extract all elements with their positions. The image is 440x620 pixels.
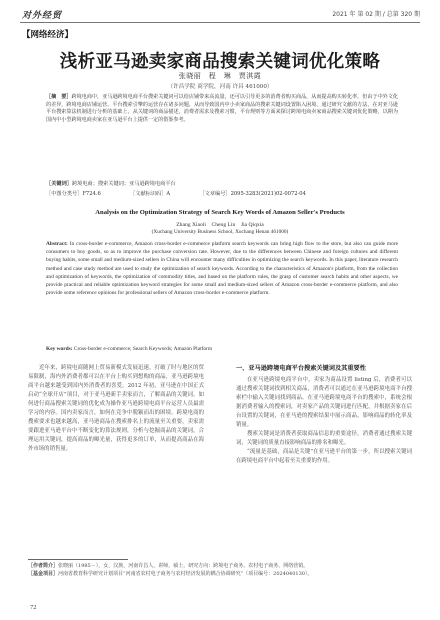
footnote-rule — [28, 559, 128, 560]
english-abstract — [46, 240, 398, 297]
chinese-keywords — [46, 180, 398, 187]
keywords-text: 跨境电商；搜索关键词；亚马逊跨境电商平台 — [71, 181, 176, 187]
article-number: ［文章编号］2095-3283(2021)02-0072-04 — [199, 191, 306, 197]
header-rule — [20, 22, 420, 23]
english-title: Analysis on the Optimization Strategy of Search Key Words of Amazon Seller's Products — [95, 209, 345, 216]
journal-logo: 对外经贸 — [22, 11, 63, 21]
fund-text: 河南省教育科学研究计划项目“河南省农村电子商务与农村经济发展的耦合协调研究”（项目编号：2024040130）。 — [58, 571, 313, 577]
author-bio-label: ［作者简介］ — [28, 563, 59, 569]
body-paragraph: “流量是基础，商品是关键”在亚马逊平台的第一步，所以搜索关键词在跨境电商平台中起着至关重要的作用。 — [236, 449, 412, 464]
footnotes — [28, 562, 412, 578]
keywords-label: ［关键词］ — [46, 181, 72, 187]
abstract-text: 跨境电商中，亚马逊跨境电商平台搜索关键词可以给店铺带来高流量，还可以引导更多的消费者购买商品，从而提高购买转化率，但由于中外文化的差异，跨境电商店铺运营、平台搜索引擎的运营存在诸多问题，从而导致国内中小卖家商品的搜索关键词设置陷入困境。通过研究文献的方法，在对亚马逊平台搜索算法机制进行分析的基础上，从关键词的商品描述，消费者需求及搜索习惯，平台规则等方面来探讨跨境电商卖家商品搜索关键词优化策略，以期为国内中小型跨境电商卖家在亚马逊平台上提供一定的借鉴参考。 — [46, 94, 398, 123]
clc-number: ［中图分类号］F724.6 — [46, 191, 101, 197]
english-keywords — [46, 346, 398, 352]
body-paragraph: 在亚马逊跨境电商平台中，卖家为商品设置 listing 后，消费者可以通过搜索关键词找到相关商品，消费者可以通过在亚马逊跨境电商平台搜索栏中输入关键词找到商品。在亚马逊跨境电商平台的搜索中，系统会根据消费者输入的搜索词，对卖家产品的关键词进行匹配，并根据卖家在后台设置的关键词，在亚马逊的搜索结果中展示商品，影响商品的转化率及销量。 — [236, 377, 412, 428]
chinese-abstract — [46, 94, 398, 124]
body-paragraph: 近年来，跨境电商随网上贸易新模式发展迅速，打破了时与地区的贸易限制，海内外消费者都可以在平台上购买到想购的商品，亚马逊跨境电商平台越来越受到国内外消费者的喜爱。2012 年初，亚马逊在中国正式启动“全球开店”项目，对于亚马逊新手卖家而言，了解商品的关键词，如何进行商品搜索关键词的优化成为操作亚马逊跨境电商平台运营人员最需学习的内容。国内卖家而言，如何在竞争中脱颖而出的困境，跨境电商的搜索要求也越来越高，亚马逊商品在搜索排名上的流量至关重要，卖家需要跟进亚马逊平台中不断变化的算法规则，分析与挖掘商品的关键词，合理运用关键词，提高商品的曝光量，获得更多的订单，从而提高商品在海外市场的销售量。 — [28, 365, 204, 452]
column-tag: 【网络经济】 — [22, 30, 74, 40]
body-left-column — [28, 364, 204, 454]
document-code: ［文献标识码］A — [130, 191, 171, 197]
english-keywords-label: Key words: — [46, 346, 73, 352]
section-heading: 一、亚马逊跨境电商平台搜索关键词及其重要性 — [236, 365, 366, 372]
english-authors: Zhang Xiaoli Cheng Lin Jia Qiqxia — [176, 222, 264, 228]
body-right-column — [236, 364, 412, 466]
fund-label: ［基金项目］ — [28, 571, 59, 577]
body-paragraph: 搜索关键词是消费者获取商品信息的重要途径，消费者通过搜索关键词，关键词的质量直接影响商品的排名和曝光。 — [236, 431, 412, 446]
author-list: 张晓丽 程 琳 贾淇霞 — [178, 72, 262, 80]
paper-title: 浅析亚马逊卖家商品搜索关键词优化策略 — [59, 52, 381, 72]
classification-line — [46, 190, 398, 197]
page-number: 72 — [30, 604, 37, 611]
issue-line: 2021 年 第 02 期 / 总第 320 期 — [332, 11, 420, 18]
fund-note — [28, 570, 412, 578]
english-affiliation: (Xuchang University Business School, Xuchang Henan 461000) — [151, 229, 289, 235]
abstract-label: ［摘 要］ — [46, 94, 72, 100]
affiliation: （许昌学院 商学院，河南 许昌 461000） — [167, 84, 273, 90]
author-bio-text: 张晓丽（1985－），女，汉族，河南许昌人，讲师，硕士，研究方向：跨境电子商务、农村电子商务、网络营销。 — [58, 563, 309, 569]
english-keywords-text: Cross-border e-commerce; Search Keywords; Amazon Platform — [73, 346, 213, 352]
english-abstract-label: Abstract: — [46, 241, 68, 247]
author-bio — [28, 562, 412, 570]
english-abstract-text: In cross-border e-commerce, Amazon cross-border e-commerce platform search keywords can bring high flow to the store, but also can guide more consumers to buy goods, so as to improve the purchase conversion rate. However, due to the differences between Chinese and foreign cultures and different buying habits, some small and medium-sized sellers in China will encounter many difficulties in optimizing the search keywords. In this paper, literature research method and case study method are used to study the optimization of search keywords. According to the characteristics of Amazon's platform, from the collection and optimization of keywords, the optimization of commodity titles, and based on the platform rules, the grasp of customer search habits and other aspects, we provide practical and reliable optimization keyword strategies for some small and medium-sized sellers of Amazon cross-border e-commerce platform, and also provide some reference opinions for professional sellers of Amazon cross-border e-commerce platform. — [46, 241, 398, 297]
